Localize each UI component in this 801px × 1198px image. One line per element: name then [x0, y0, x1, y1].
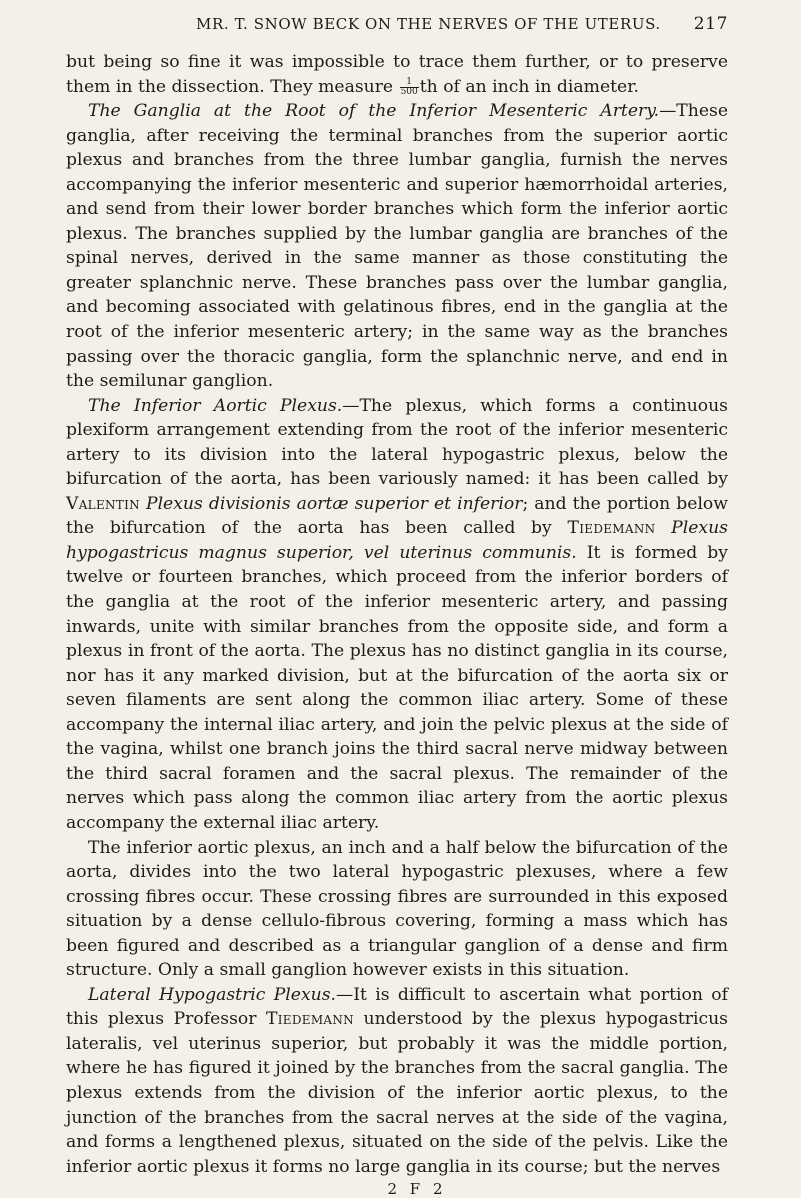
- author-name-valentin: Valentin: [66, 493, 140, 514]
- author-name-tiedemann: Tiedemann: [567, 518, 656, 539]
- author-name-tiedemann-2: Tiedemann: [265, 1009, 354, 1030]
- paragraph-1-text-a: but being so fine it was impossible to trace them further, or to preserve them in the dissection. They measure: [66, 52, 728, 97]
- page-number: 217: [693, 14, 728, 34]
- fraction: [400, 78, 419, 97]
- paragraph-lateral-hypogastric-text-a: —It is difficult to ascertain what portion of this plexus Professor: [66, 984, 728, 1030]
- body-text: [66, 50, 728, 1179]
- paragraph-division: [66, 836, 728, 983]
- latin-term-2: Plexus hypogastricus magnus superior, vel uterinus communis.: [66, 518, 728, 563]
- paragraph-inferior-aortic-text-c: It is formed by twelve or fourteen branches, which proceed from the inferior borders of the ganglia at the root of the inferior mesenteric artery, and passing inwards, unite with similar branches from the opposite side, and form a plexus in front of the aorta. The plexus has no distinct ganglia in its course, nor has it any marked division, but at the bifurcation of the aorta six or seven filaments are sent along the common iliac artery. Some of these accompany the internal iliac artery, and join the pelvic plexus at the side of the vagina, whilst one branch joins the third sacral nerve midway between the third sacral foramen and the sacral plexus. The remainder of the nerves which pass along the common iliac artery from the aortic plexus accompany the external iliac artery.: [66, 542, 728, 833]
- paragraph-lateral-hypogastric: [66, 983, 728, 1179]
- signature-mark: 2 F 2: [387, 1180, 447, 1198]
- paragraph-ganglia: [66, 99, 728, 394]
- latin-term-1: Plexus divisionis aortæ superior et inferior: [146, 493, 523, 514]
- paragraph-ganglia-text: —These ganglia, after receiving the terminal branches from the superior aortic plexus and branches from the three lumbar ganglia, furnish the nerves accompanying the inferior mesenteric and superior hæmorrhoidal arteries, and send from their lower border branches which form the inferior aortic plexus. The branches supplied by the lumbar ganglia are branches of the spinal nerves, derived in the same manner as those constituting the greater splanchnic nerve. These branches pass over the lumbar ganglia, and becoming associated with gelatinous fibres, end in the ganglia at the root of the inferior mesenteric artery; in the same way as the branches passing over the thoracic ganglia, form the splanchnic nerve, and end in the semilunar ganglion.: [66, 101, 728, 392]
- running-title: MR. T. SNOW BECK ON THE NERVES OF THE UTERUS.: [196, 15, 661, 33]
- paragraph-1: [66, 50, 728, 99]
- running-head: [196, 14, 728, 44]
- paragraph-1-text-b: th of an inch in diameter.: [419, 76, 639, 97]
- fraction-numerator: 1: [400, 78, 419, 88]
- fraction-denominator: 500: [400, 86, 418, 97]
- section-heading-inferior-aortic: The Inferior Aortic Plexus.: [88, 395, 343, 416]
- paragraph-lateral-hypogastric-text-b: understood by the plexus hypogastricus lateralis, vel uterinus superior, but probably it was the middle portion, where he has figured it joined by the branches from the sacral ganglia. The plexus extends from the division of the inferior aortic plexus, to the junction of the branches from the sacral nerves at the side of the vagina, and forms a lengthened plexus, situated on the side of the pelvis. Like the inferior aortic plexus it forms no large ganglia in its course; but the nerves: [66, 1009, 728, 1177]
- section-heading-lateral-hypogastric: Lateral Hypogastric Plexus.: [88, 984, 337, 1005]
- paragraph-inferior-aortic-text-b: ; and the portion below the bifurcation of the aorta has been called by: [66, 493, 728, 539]
- section-heading-ganglia: The Ganglia at the Root of the Inferior Mesenteric Artery.: [88, 101, 660, 122]
- paragraph-inferior-aortic-text-a: —The plexus, which forms a continuous plexiform arrangement extending from the root of the inferior mesenteric artery to its division into the lateral hypogastric plexus, below the bifurcation of the aorta, has been variously named: it has been called by: [66, 395, 728, 490]
- paragraph-division-text: The inferior aortic plexus, an inch and a half below the bifurcation of the aorta, divides into the two lateral hypogastric plexuses, where a few crossing fibres occur. These crossing fibres are surrounded in this exposed situation by a dense cellulo-fibrous covering, forming a mass which has been figured and described as a triangular ganglion of a dense and firm structure. Only a small ganglion however exists in this situation.: [66, 837, 728, 981]
- paragraph-inferior-aortic: [66, 394, 728, 836]
- page: [66, 14, 728, 1198]
